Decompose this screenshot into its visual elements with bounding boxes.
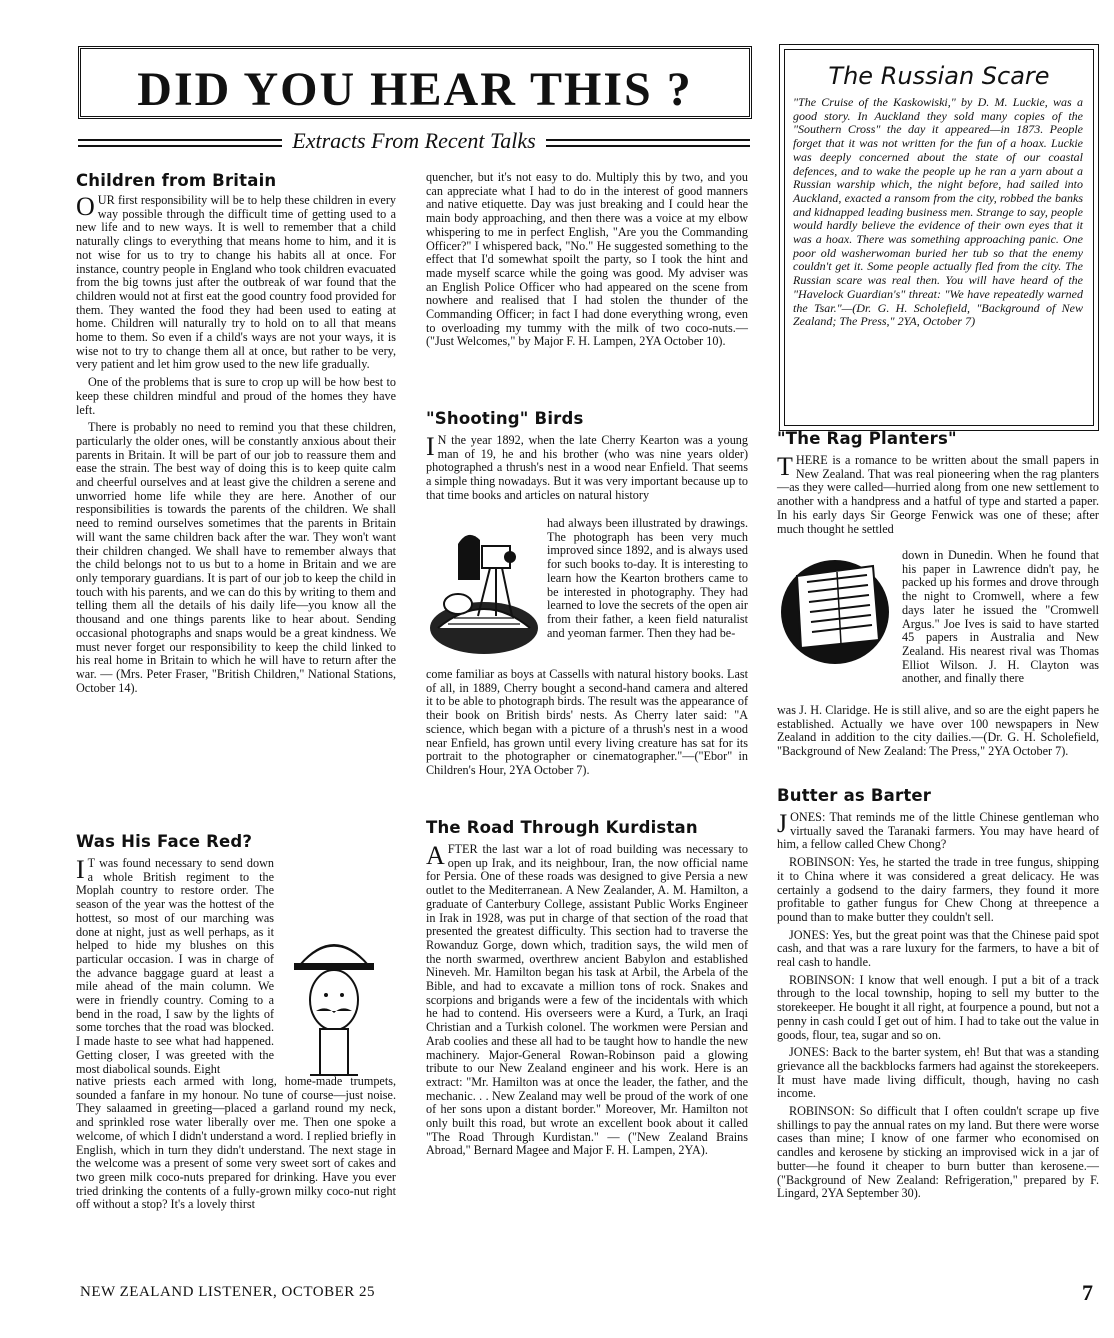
dropcap: I [76,857,85,884]
paragraph: There is probably no need to remind you that these children, particularly the older ones, will be constantly anxious about their parents in Britain. It will be part of our job to reassure them and ease the strain. The best way of doing this is to keep quite calm and cheerful ourselves and at least give the children a serene and unworried home life while they are here. Another of our responsibilities is towards the parents of the children. We shall need to remind ourselves sometimes that the parents in Britain will want the same children back after the war. They won't want their children changed. We shall have to remember always that the child belongs not to us but to a home in Britain and we are only temporary guardians. It is part of our job to keep the child in touch with his parents, and we can do this by writing to them and telling them all the details of his daily life—you know all the thousand and one things parents like to hear about. Sending occasional photographs and snaps would be a great kindness. We must never forget our responsibility to keep the child linked to his real home in Britain to which he will have to return after the war. — (Mrs. Peter Fraser, "British Children," National Stations, October 14). [76,420,396,695]
article-shooting-birds-part1 [426,434,748,507]
article-shooting-birds-part2 [547,517,748,644]
paragraph: UR first responsibility will be to help these children in every way possible through the difficult time of getting used to a new life and to new ways. It is well to remember that a child naturally clings to everything that means home to him, and it is not wise for us to try to change his habits all at once. For instance, country people in England who took children evacuated from the big towns just after the outbreak of war found that the children would not at first eat the good country food provided for them. They wanted the food they had been used to eating at home. Children will naturally try to hold on to all that means home to them. So even if a child's ways are not your ways, it is wise not to try to change them all at once, but rather to be very, very patient and let him grow used to the new life gradually. [76,193,396,372]
paragraph: ROBINSON: I know that well enough. I put a bit of a track through to the local township, hoping to sell my butter to the storekeeper. He bought it all right, at fourpence a pound, but not a penny in cash could I get out of him. I had to take out the value in goods, flour, tea, sugar and so on. [777,972,1099,1042]
officer-illustration [280,925,388,1080]
heading-butter-as-barter: Butter as Barter [777,786,932,805]
paragraph: T was found necessary to send down a whole British regiment to the Moplah country to restore order. The season of the year was the hottest of the hottest, so most of our marching was done at night, just as well perhaps, as it helped to hide my blushes on this particular occasion. I was in charge of the advance baggage guard at least a mile ahead of the main column. We were in friendly country. Coming to a bend in the road, I saw by the lights of some torches that the road was blocked. I made haste to see what had happened. Getting closer, I was greeted with the most diabolical sounds. Eight [76,857,274,1075]
page-subtitle: Extracts From Recent Talks [282,128,545,153]
dropcap: T [777,452,793,481]
article-shooting-birds-part3 [426,668,748,782]
article-face-red-part1 [76,857,274,1075]
sidebar-title: The Russian Scare [828,62,1050,90]
article-rag-planters-part1 [777,454,1099,540]
paragraph: N the year 1892, when the late Cherry Kearton was a young man of 19, he and his brother (who was nine years older) photographed a thrush's nest in a wood near Enfield. That seems a simple thing nowadays. But it was very important because up to that time books and articles on natural history [426,433,748,502]
paragraph: was J. H. Claridge. He is still alive, and so are the eight papers he established. Actually we have over 100 newspapers in New Zealand in addition to the city dailies.—(Dr. G. H. Scholefield, "Background of New Zealand: The Press," 2YA October 7). [777,703,1099,759]
paragraph: down in Dunedin. When he found that his paper in Lawrence didn't pay, he packed up his formes and drove through the night to Cromwell, where a few days later he issued the "Cromwell Argus." Joe Ives is said to have started 45 papers in Australia and New Zealand. His nearest rival was Thomas Elliot Wilson. J. H. Clayton was another, and finally there [902,548,1099,686]
paragraph: HERE is a romance to be written about the small papers in New Zealand. That was real pioneering when the rag planters—as they were called—hurried along from one new settlement to another with a handpress and a hatful of type and started a paper. In his early days Sir George Fenwick was one of these; after much thought he settled [777,453,1099,536]
paragraph: JONES: Yes, but the great point was that the Chinese paid spot cash, and that was a rare luxury for the farmers, to have a bit of real cash to handle. [777,927,1099,970]
subtitle-row [78,128,750,154]
heading-shooting-birds: "Shooting" Birds [426,409,584,428]
heading-road-through-kurdistan: The Road Through Kurdistan [426,818,698,837]
dropcap: A [426,841,445,870]
dropcap: J [777,809,788,838]
article-face-red-part2 [76,1075,396,1216]
paragraph: native priests each armed with long, home-made trumpets, sounded a fanfare in my honour. No tune of course—just noise. They salaamed in greeting—placed a garland round my neck, and sprinkled rose water liberally over me. Then one spoke a welcome, of which I didn't understand a word. I replied briefly in English, which in turn they didn't understand. The next stage in the welcome was a present of some very sweet sort of cakes and two green milk coco-nuts prepared for drinking. Have you ever tried drinking the contents of a fully-grown milky coco-nut right off without a stop? It's a lovely thirst [76,1074,396,1212]
heading-children-from-britain: Children from Britain [76,171,277,190]
heading-was-his-face-red: Was His Face Red? [76,832,253,851]
paragraph: FTER the last war a lot of road building was necessary to open up Irak, and its neighbour, Iran, the now official name for Persia. One of these roads was designed to give Persia a new outlet to the Mediterranean. A New Zealander, A. M. Hamilton, a graduate of Canterbury College, assistant Public Works Engineer in Irak in 1928, was put in charge of that section of the road that presented the greatest difficulty. This section had to traverse the Rowanduz Gorge, down which, tradition says, the wild men of the north swarmed, overthrew ancient Babylon and established Nineveh. Mr. Hamilton began his task at Arbil, the Arbela of the Bible, and had to excavate a million tons of rock. Snakes and scorpions and brigands were a few of the incidentals with which he had to contend. His overseers were a Kurd, a Turk, an Iraqi Christian and a Turkish colonel. The workmen were Persian and Arab coolies and these all had to be taught how to handle the new machinery. Major-General Rowan-Robinson paid a glowing tribute to our New Zealand engineer and his work. Here is an extract: "Mr. Hamilton was at once the leader, the father, and the mechanic. . . New Zealand may well be proud of the work of one of her sons upon a distant border." Moreover, Mr. Hamilton not only built this road, but wrote an excellent book about it called "The Road Through Kurdistan." — ("New Zealand Brains Abroad," Bernard Magee and Major F. H. Lampen, 2YA). [426,842,748,1158]
article-children-from-britain [76,194,396,699]
dropcap: I [426,432,435,461]
heading-rag-planters: "The Rag Planters" [777,429,957,448]
sidebar-text: "The Cruise of the Kaskowiski," by D. M. Luckie, was a good story. In Auckland they sold many copies of the "Southern Cross" the day it appeared—in 1873. People forget that it was not written for the fun of a hoax. Luckie was deeply concerned about the state of our coastal defences, and to wake the people up he ran a yarn about a Russian warship which, the night before, had sailed into Auckland, exacted a ransom from the city, robbed the banks and kidnapped leading business men. Strange to say, people would hardly believe the evidence of their own eyes that it was a hoax. There was something approaching panic. One poor old washerwoman buried her tub so that the enemy couldn't get it. Some people actually fled from the city. The Russian scare was real then. You will have heard of the "Havelock Guardian's" threat: "We have repeatedly warned the Tsar."—(Dr. G. H. Scholefield, "Background of New Zealand; The Press," 2YA, October 7) [793,95,1083,329]
paragraph: had always been illustrated by drawings. The photograph has been very much improved since 1892, and is always used for such books to-day. It is interesting to learn how the Kearton brothers came to be interested in photography. They had learned to love the secrets of the open air from their father, a keen field naturalist and yeoman farmer. Then they had be- [547,516,748,640]
paragraph: One of the problems that is sure to crop up will be how best to keep these children mindful and proud of the homes they have left. [76,375,396,417]
page-number: 7 [1082,1280,1093,1305]
paragraph: come familiar as boys at Cassells with natural history books. Last of all, in 1889, Cherry bought a second-hand camera and altered it to be able to photograph birds. The result was the appearance of their book on British birds' nests. As Cherry later said: "A science, which began with a picture of a thrush's nest in a wood near Enfield, has grown until every living creature has sat for its portrait to the photographer or cinematographer."—("Ebor" in Children's Hour, 2YA October 7). [426,667,748,777]
page-title: DID YOU HEAR THIS ? [137,63,693,116]
paragraph: ROBINSON: Yes, he started the trade in tree fungus, shipping it to China where it was considered a great delicacy. He was certainly a godsend to the dairy farmers, they found it more profitable to gather fungus for Chew Chong at threepence a pound than to make butter they couldn't sell. [777,855,1099,924]
newspaper-illustration [779,548,891,666]
paragraph: ONES: That reminds me of the little Chinese gentleman who virtually saved the Taranaki farmers. You may have heard of him, a fellow called Chew Chong? [777,810,1099,852]
article-road-through-kurdistan [426,843,748,1162]
article-rag-planters-part3 [777,704,1099,763]
paragraph: JONES: Back to the barter system, eh! But that was a standing grievance all the backblocks farmers had against the storekeepers. It must have made living difficult, though, having no cash income. [777,1045,1099,1101]
footer-publication: NEW ZEALAND LISTENER, OCTOBER 25 [80,1284,376,1300]
article-rag-planters-part2 [902,549,1099,690]
camera-bird-illustration [428,520,540,660]
paragraph: ROBINSON: So difficult that I often couldn't scrape up five shillings to pay the annual rates on my land. But there were worse cases than mine; I know of one farmer who economised on candles and kerosene by sticking an improvised wick in a jar of butter—he found it cheaper to burn butter than kerosene.—("Background of New Zealand: Refrigeration," prepared by F. Lingard, 2YA September 30). [777,1104,1099,1201]
article-butter-as-barter [777,811,1099,1205]
dropcap: O [76,192,95,221]
paragraph: quencher, but it's not easy to do. Multiply this by two, and you can appreciate what I had to do in the interest of good manners and native etiquette. Day was just breaking and I could hear the main body approaching, and then there was a voice at my elbow whispering to me in perfect English, "Are you the Commanding Officer?" I whispered back, "No." He suggested something to the effect that I'd somewhat spoilt the party, so I took the hint and made myself scarce while the going was good. My adviser was an English Police Officer who had appeared on the scene from nowhere and realised that I had stolen the thunder of the Commanding Officer; in fact I had done everything wrong, even to overloading my tummy with the milk of two coco-nuts.—("Just Welcomes," by Major F. H. Lampen, 2YA October 10). [426,170,748,349]
article-face-red-continued [426,171,748,353]
